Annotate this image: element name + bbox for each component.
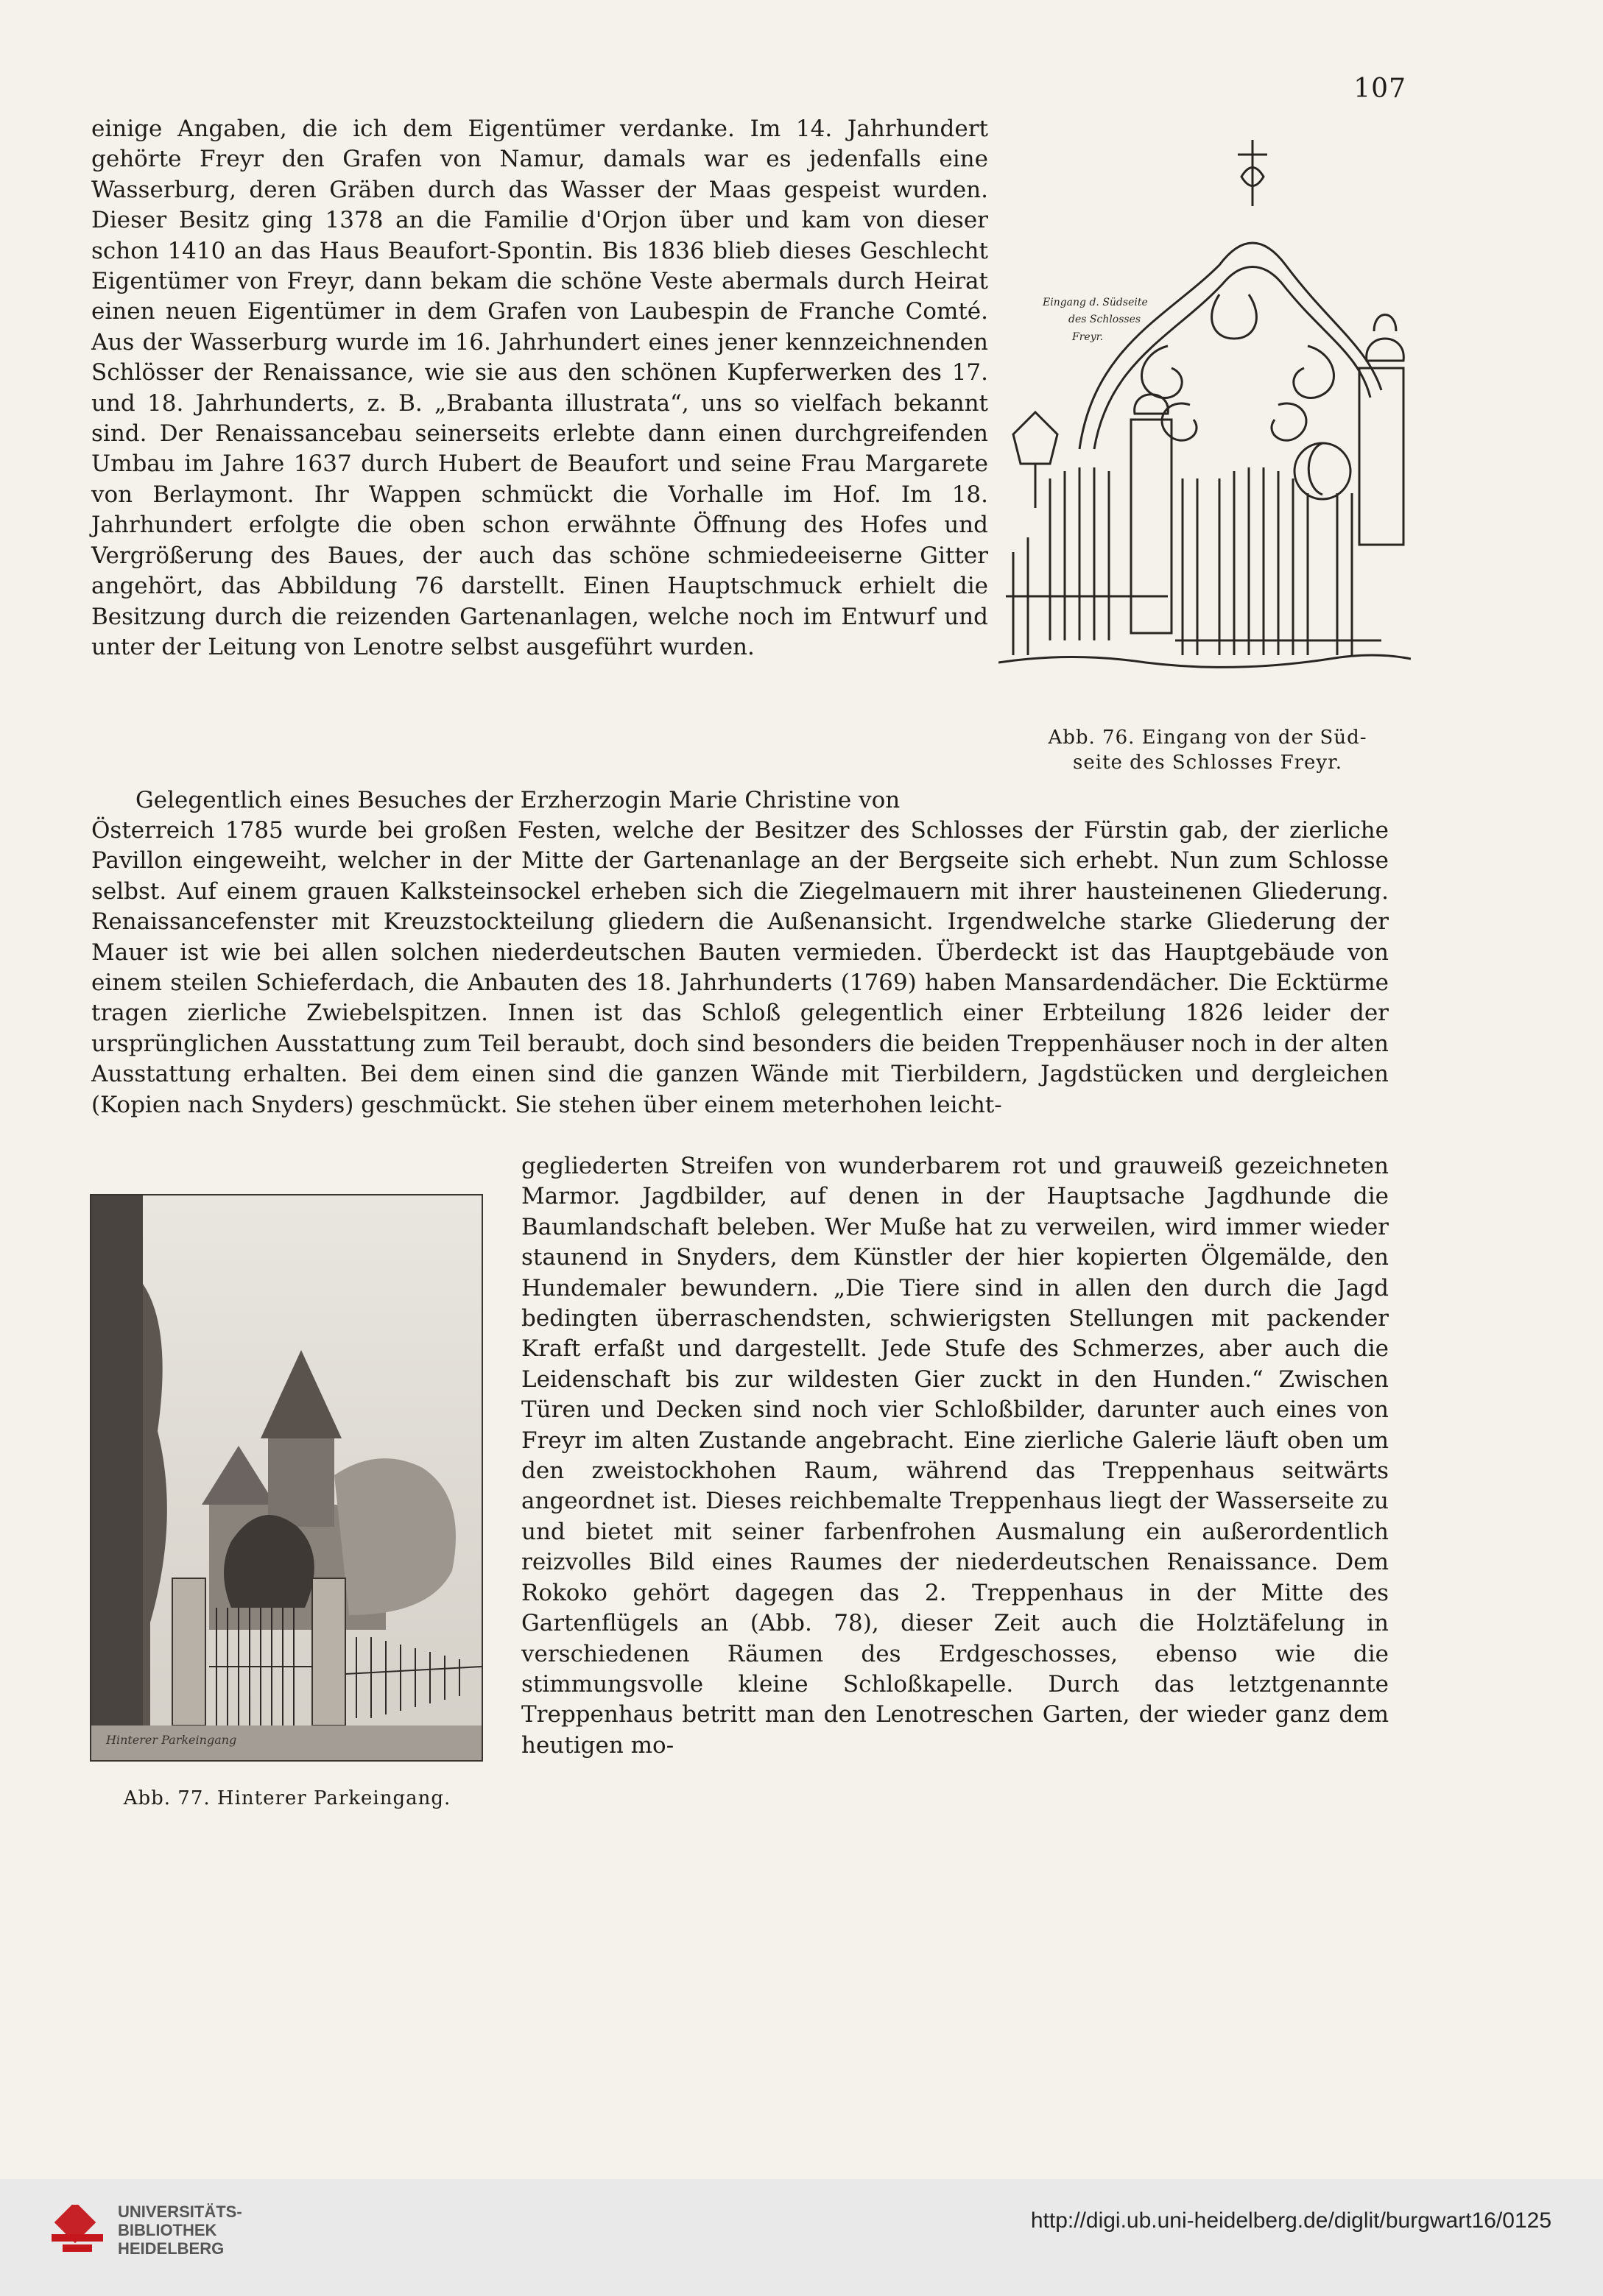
image-inscription: Hinterer Parkeingang — [106, 1733, 237, 1747]
sketch-inscription: Eingang d. Südseite — [1043, 297, 1148, 308]
permalink-url[interactable]: http://digi.ub.uni-heidelberg.de/diglit/burgwart16/0125 — [1030, 2208, 1551, 2233]
figure-76-gate-sketch — [998, 125, 1411, 714]
paragraph-2-first-line: Gelegentlich eines Besuches der Erzherzogin Marie Christine von — [135, 787, 901, 813]
park-entrance-drawing — [91, 1195, 482, 1760]
library-name-line-1: UNIVERSITÄTS- — [118, 2203, 242, 2221]
figure-76-caption-line-1: Abb. 76. Eingang von der Süd- — [1048, 727, 1367, 749]
library-name-line-3: HEIDELBERG — [118, 2239, 225, 2258]
figure-77-park-entrance-image — [90, 1194, 483, 1762]
sketch-inscription: Freyr. — [1072, 331, 1104, 343]
university-library-logo — [44, 2205, 110, 2268]
paragraph-1: einige Angaben, die ich dem Eigentümer verdanke. Im 14. Jahrhundert gehörte Freyr den Grafen von Namur, damals war es jedenfalls eine Wasserburg, deren Gräben durch das Wasser der Maas gespeist wurden. Dieser Besitz ging 1378 an die Familie d'Orjon über und kam von dieser schon 1410 an das Haus Beaufort-Spontin. Bis 1836 blieb dieses Geschlecht Eigentümer von Freyr, dann bekam die schöne Veste abermals durch Heirat einen neuen Eigentümer in dem Grafen von Laubespin de Franche Comté. Aus der Wasserburg wurde im 16. Jahrhundert eines jener kennzeichnenden Schlösser der Renaissance, wie sie aus den schönen Kupferwerken des 17. und 18. Jahrhunderts, z. B. „Brabanta illustrata“, uns so vielfach bekannt sind. Der Renaissancebau seinerseits erlebte dann einen durchgreifenden Umbau im Jahre 1637 durch Hubert de Beaufort und seine Frau Margarete von Berlaymont. Ihr Wappen schmückt die Vorhalle im Hof. Im 18. Jahrhundert erfolgte die oben schon erwähnte Öffnung des Hofes und Vergrößerung des Baues, der auch das schöne schmiedeeiserne Gitter angehört, das Abbildung 76 darstellt. Einen Hauptschmuck erhielt die Besitzung durch die reizenden Gartenanlagen, welche noch im Entwurf und unter der Leitung von Lenotre selbst ausgeführt wurden. — [91, 116, 988, 660]
figure-76-caption-line-2: seite des Schlosses Freyr. — [1073, 752, 1342, 774]
wrought-iron-gate-drawing — [998, 125, 1411, 714]
figure-76-caption — [1009, 725, 1406, 775]
sketch-inscription: des Schlosses — [1068, 314, 1141, 325]
library-name — [118, 2203, 242, 2258]
page-number: 107 — [1353, 74, 1406, 104]
paragraph-2-body: Österreich 1785 wurde bei großen Festen, welche der Besitzer des Schlosses der Fürstin gab, der zierliche Pavillon eingeweiht, welcher in der Mitte der Gartenanlage an der Bergseite sich erhebt. Nun zum Schlosse selbst. Auf einem grauen Kalksteinsockel erheben sich die Ziegelmauern mit ihrer hausteinenen Gliederung. Renaissancefenster mit Kreuzstockteilung gliedern die Außenansicht. Irgendwelche starke Gliederung der Mauer ist wie bei allen solchen niederdeutschen Bauten vermieden. Überdeckt ist das Hauptgebäude von einem steilen Schieferdach, die Anbauten des 18. Jahrhunderts (1769) haben Mansardendächer. Die Ecktürme tragen zierliche Zwiebelspitzen. Innen ist das Schloß gelegentlich einer Erbteilung 1826 leider der ursprünglichen Ausstattung zum Teil beraubt, doch sind besonders die beiden Treppenhäuser noch in der alten Ausstattung erhalten. Bei dem einen sind die ganzen Wände mit Tierbildern, Jagdstücken und dergleichen (Kopien nach Snyders) geschmückt. Sie stehen über einem meterhohen leicht- — [91, 817, 1389, 1118]
library-name-line-2: BIBLIOTHEK — [118, 2221, 217, 2239]
paragraph-2-beside-figure: gegliederten Streifen von wunderbarem rot und grauweiß gezeichneten Marmor. Jagdbilder, auf denen in der Hauptsache Jagdhunde die Baumlandschaft beleben. Wer Muße hat zu verweilen, wird immer wieder staunend in Snyders, dem Künstler der hier kopierten Ölgemälde, den Hundemaler bewundern. „Die Tiere sind in allen den durch die Jagd bedingten überraschendsten, schwierigsten Stellungen mit packender Kraft erfaßt und dargestellt. Jede Stufe des Schmerzes, aber auch die Leidenschaft bis zur wildesten Gier zuckt in den Hunden.“ Zwischen Türen und Decken sind noch vier Schloßbilder, darunter auch eines von Freyr im alten Zustande angebracht. Eine zierliche Galerie läuft oben um den zweistockhohen Raum, während das Treppenhaus seitwärts angeordnet ist. Dieses reichbemalte Treppenhaus liegt der Wasserseite zu und bietet mit seiner farbenfrohen Ausmalung ein außerordentlich reizvolles Bild eines Raumes der niederdeutschen Renaissance. Dem Rokoko gehört dagegen das 2. Treppenhaus in der Mitte des Gartenflügels an (Abb. 78), dieser Zeit auch die Holztäfelung in verschiedenen Räumen des Erdgeschosses, ebenso wie die stimmungsvolle kleine Schloßkapelle. Durch das letztgenannte Treppenhaus betritt man den Lenotreschen Garten, der wieder ganz dem heutigen mo- — [521, 1153, 1389, 1759]
figure-77-caption: Abb. 77. Hinterer Parkeingang. — [123, 1787, 451, 1809]
